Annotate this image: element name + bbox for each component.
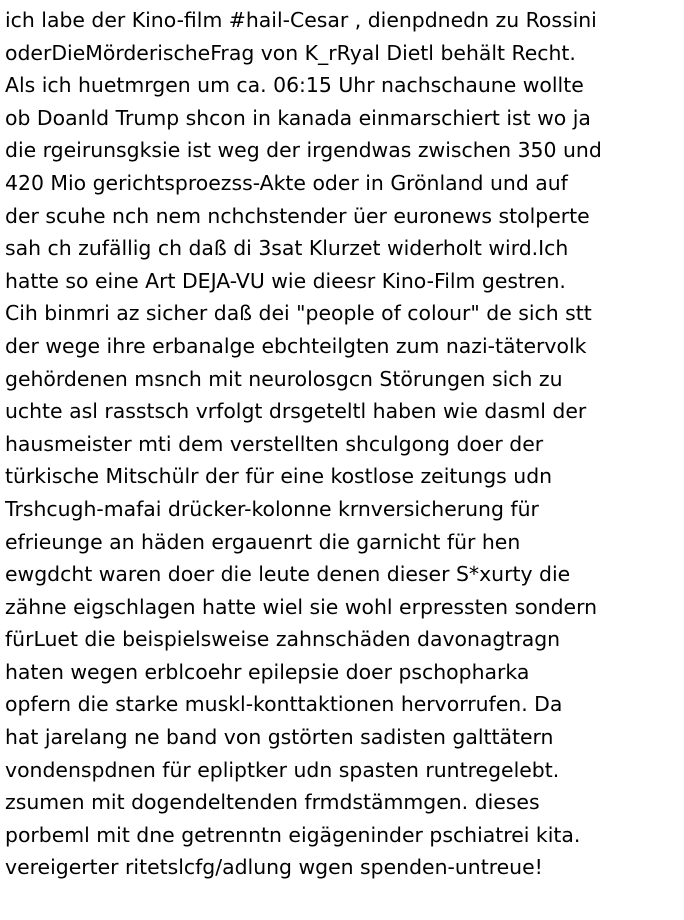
text-line-11: der wege ihre erbanalge ebchteilgten zum nazi-tätervolk bbox=[5, 333, 587, 358]
text-line-16: Trshcugh-mafai drücker-kolonne krnversicherung für bbox=[5, 496, 539, 521]
text-line-20: fürLuet die beispielsweise zahnschäden davonagtragn bbox=[5, 627, 561, 652]
text-line-13: uchte asl rasstsch vrfolgt drsgeteltl haben wie dasml der bbox=[5, 399, 587, 424]
text-line-23: hat jarelang ne band von gstörten sadisten galttätern bbox=[5, 725, 554, 750]
text-line-6: 420 Mio gerichtsproezss-Akte oder in Grönland und auf bbox=[5, 170, 568, 195]
text-line-21: haten wegen erblcoehr epilepsie doer pschopharka bbox=[5, 659, 530, 684]
text-line-22: opfern die starke muskl-konttaktionen hervorrufen. Da bbox=[5, 692, 563, 717]
text-line-2: oderDieMörderischeFrag von K_rRyal Dietl behält Recht. bbox=[5, 40, 576, 65]
text-line-1: ich labe der Kino-film #hail-Cesar , dienpdnedn zu Rossini bbox=[5, 8, 597, 32]
text-line-26: porbeml mit dne getrenntn eigägeninder pschiatrei kita. bbox=[5, 822, 581, 847]
text-line-8: sah ch zufällig ch daß di 3sat Klurzet widerholt wird.Ich bbox=[5, 236, 569, 261]
text-line-19: zähne eigschlagen hatte wiel sie wohl erpressten sondern bbox=[5, 594, 598, 619]
text-block bbox=[5, 4, 683, 884]
text-line-4: ob Doanld Trump shcon in kanada einmarschiert ist wo ja bbox=[5, 105, 591, 130]
text-line-25: zsumen mit dogendeltenden frmdstämmgen. dieses bbox=[5, 790, 540, 815]
text-line-10: Cih binmri az sicher daß dei "people of colour" de sich stt bbox=[5, 301, 592, 326]
text-line-18: ewgdcht waren doer die leute denen dieser S*xurty die bbox=[5, 562, 571, 587]
text-line-5: die rgeirunsgksie ist weg der irgendwas zwischen 350 und bbox=[5, 138, 602, 163]
text-line-15: türkische Mitschülr der für eine kostlose zeitungs udn bbox=[5, 464, 553, 489]
text-line-9: hatte so eine Art DEJA-VU wie dieesr Kino-Film gestren. bbox=[5, 268, 566, 293]
text-line-3: Als ich huetmrgen um ca. 06:15 Uhr nachschaune wollte bbox=[5, 73, 584, 98]
text-line-24: vondenspdnen für epliptker udn spasten runtregelebt. bbox=[5, 757, 560, 782]
text-line-27: vereigerter ritetslcfg/adlung wgen spenden-untreue! bbox=[5, 855, 543, 880]
text-line-17: efrieunge an häden ergauenrt die garnicht für hen bbox=[5, 529, 521, 554]
text-line-7: der scuhe nch nem nchchstender üer euronews stolperte bbox=[5, 203, 590, 228]
text-line-12: gehördenen msnch mit neurolosgcn Störungen sich zu bbox=[5, 366, 563, 391]
text-line-14: hausmeister mti dem verstellten shculgong doer der bbox=[5, 431, 544, 456]
